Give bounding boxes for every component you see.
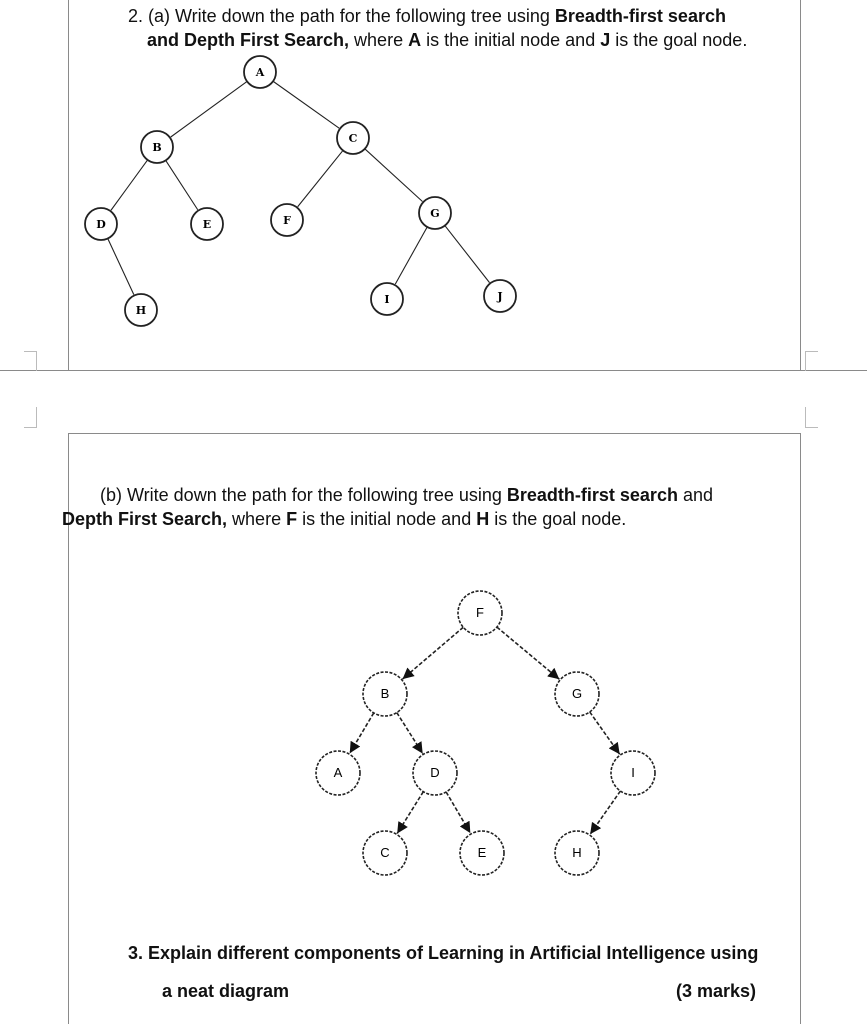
tree-edge-F-B [403, 627, 464, 679]
tree-node-label: F [283, 214, 291, 227]
tree-edge-G-I [590, 712, 620, 754]
tree-edge-I-H [590, 791, 620, 834]
tree-node-label: A [333, 765, 343, 780]
tree-node-label: B [152, 141, 162, 154]
tree-edge-B-D [111, 160, 148, 210]
tree-edge-D-H [108, 239, 134, 295]
tree-node-label: I [631, 765, 635, 780]
tree-node-label: J [497, 290, 503, 303]
tree-node-label: G [430, 207, 440, 220]
question-2b-line2: Depth First Search, where F is the initial node and H is the goal node. [62, 509, 627, 529]
tree-node-label: H [135, 304, 147, 317]
tree-b [316, 591, 655, 875]
tree-node-label: E [477, 845, 487, 860]
tree-edge-D-C [397, 792, 423, 834]
tree-edge-B-D [397, 713, 423, 754]
tree-edge-B-E [166, 160, 198, 209]
tree-node-label: B [380, 686, 390, 701]
tree-a [85, 56, 516, 326]
tree-node-label: D [96, 218, 106, 231]
question-3-marks: (3 marks) [676, 981, 757, 1001]
tree-node-label: C [380, 845, 390, 860]
tree-node-label: D [430, 765, 440, 780]
tree-edge-C-F [298, 150, 343, 206]
tree-edge-C-G [365, 149, 423, 202]
question-2a-line1: 2. (a) Write down the path for the following tree using Breadth-first search [128, 6, 726, 26]
tree-edge-A-C [273, 81, 339, 128]
tree-node-label: F [476, 605, 484, 620]
tree-edge-G-I [395, 227, 427, 284]
tree-node-label: E [202, 218, 212, 231]
tree-edge-F-G [497, 627, 559, 679]
question-2a-line2: and Depth First Search, where A is the initial node and J is the goal node. [147, 30, 748, 50]
tree-node-label: G [571, 686, 583, 701]
tree-node-label: A [255, 66, 265, 79]
tree-edge-G-J [445, 226, 490, 283]
question-2b-line1: (b) Write down the path for the following tree using Breadth-first search and [100, 485, 713, 505]
tree-edge-A-B [171, 81, 247, 137]
tree-edge-D-E [446, 792, 470, 833]
tree-node-label: I [384, 293, 390, 306]
question-3-line1: 3. Explain different components of Learning in Artificial Intelligence using [128, 943, 759, 963]
tree-node-label: C [348, 132, 358, 145]
tree-edge-B-A [350, 713, 374, 753]
tree-node-label: H [572, 845, 582, 860]
question-3-line2: a neat diagram [162, 981, 290, 1001]
